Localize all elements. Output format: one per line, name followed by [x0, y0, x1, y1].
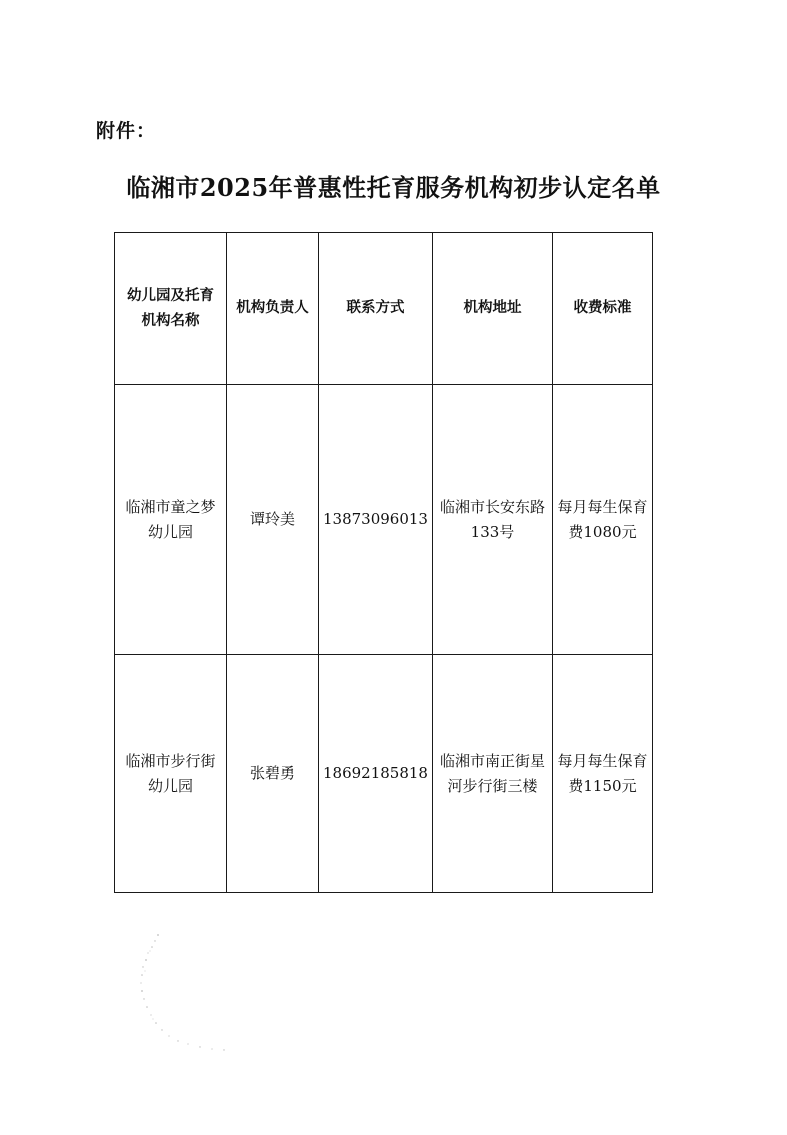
- cell-fee: [552, 655, 652, 893]
- childcare-roster-table: [114, 232, 653, 893]
- cell-principal: [227, 655, 319, 893]
- header-address-text: 机构地址: [463, 300, 522, 316]
- institution-name-line-2: 幼儿园: [147, 776, 193, 795]
- phone-number: 13873096013: [323, 510, 428, 528]
- header-contact: [319, 233, 433, 385]
- principal-name: 谭玲美: [249, 510, 295, 528]
- institution-name-line-2: 幼儿园: [147, 522, 193, 541]
- fee-line-2: 费1080元: [568, 522, 637, 541]
- address-line-1: 临湘市南正街星: [439, 751, 545, 770]
- cell-phone: [319, 655, 433, 893]
- header-fee-text: 收费标准: [573, 300, 632, 316]
- institution-name-line-1: 临湘市童之梦: [125, 497, 216, 516]
- table-row: [115, 655, 653, 893]
- faint-stamp-trace: [128, 925, 238, 1065]
- header-fee: [552, 233, 652, 385]
- header-principal-text: 机构负责人: [236, 300, 309, 316]
- table-row: [115, 385, 653, 655]
- header-institution-name-line-1: 幼儿园及托育: [127, 287, 214, 304]
- header-address: [432, 233, 552, 385]
- cell-institution-name: [115, 655, 227, 893]
- cell-phone: [319, 385, 433, 655]
- cell-address: [432, 655, 552, 893]
- table-header-row: [115, 233, 653, 385]
- address-line-1: 临湘市长安东路: [439, 497, 545, 516]
- attachment-label: 附件：: [96, 120, 157, 142]
- header-institution-name: [115, 233, 227, 385]
- cell-fee: [552, 385, 652, 655]
- fee-line-1: 每月每生保育: [557, 751, 648, 770]
- address-line-2: 133号: [470, 522, 515, 541]
- cell-principal: [227, 385, 319, 655]
- institution-name-line-1: 临湘市步行街: [125, 751, 216, 770]
- header-principal: [227, 233, 319, 385]
- fee-line-1: 每月每生保育: [557, 497, 648, 516]
- fee-line-2: 费1150元: [568, 776, 637, 795]
- header-institution-name-line-2: 机构名称: [141, 312, 200, 329]
- address-line-2: 河步行街三楼: [447, 776, 538, 795]
- cell-institution-name: [115, 385, 227, 655]
- header-contact-text: 联系方式: [346, 300, 405, 316]
- phone-number: 18692185818: [323, 764, 428, 782]
- page-title: 临湘市2025年普惠性托育服务机构初步认定名单: [126, 173, 661, 202]
- principal-name: 张碧勇: [249, 764, 295, 782]
- cell-address: [432, 385, 552, 655]
